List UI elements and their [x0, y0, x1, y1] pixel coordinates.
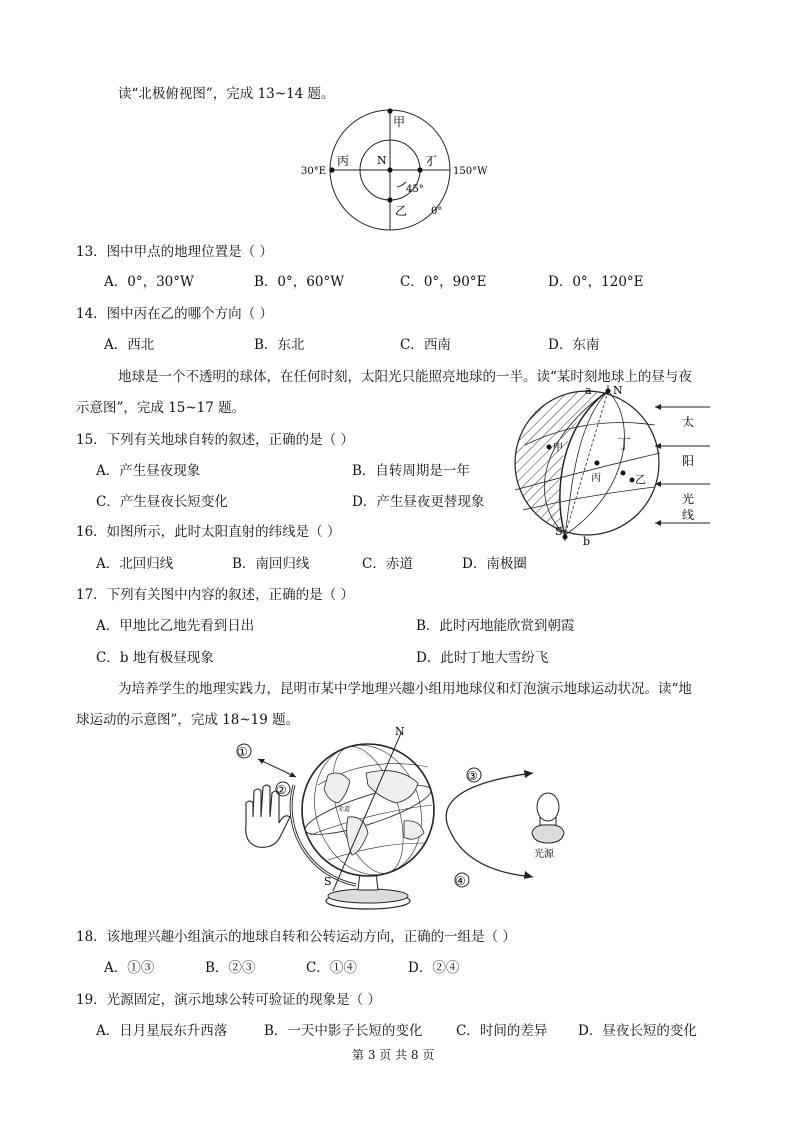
fig2-n: N [613, 385, 623, 397]
q16-option-c[interactable]: C．赤道 [362, 556, 413, 572]
q15-option-a[interactable]: A．产生昼夜现象 [96, 463, 201, 479]
fig3-c3: ③ [467, 769, 478, 783]
q19-option-a[interactable]: A．日月星辰东升西落 [96, 1023, 228, 1039]
q15-option-c[interactable]: C．产生昼夜长短变化 [96, 494, 228, 510]
q17-option-a[interactable]: A．甲地比乙地先看到日出 [96, 618, 255, 634]
page-footer: 第 3 页 共 8 页 [352, 1048, 435, 1062]
q18-option-c[interactable]: C．①④ [306, 960, 357, 976]
fig3-c1: ① [237, 745, 248, 759]
q13-option-d[interactable]: D．0°，120°E [548, 274, 644, 290]
fig1-30e: 30°E [301, 166, 327, 177]
fig1-jia: 甲 [393, 115, 406, 129]
q17-option-b[interactable]: B．此时丙地能欣赏到朝霞 [416, 618, 575, 634]
fig3-c2: ② [276, 783, 287, 797]
fig3-n: N [395, 725, 405, 738]
q15-option-b[interactable]: B．自转周期是一年 [352, 463, 470, 479]
fig2-yi: 乙 [635, 473, 646, 486]
north-pole-view-figure [295, 108, 495, 233]
intro-18-19-line2: 球运动的示意图”，完成 18~19 题。 [76, 712, 300, 728]
sunlight-char-1: 太 [682, 415, 695, 429]
fig1-n: N [377, 154, 387, 167]
fig2-bing: 丙 [591, 473, 601, 484]
q14-option-a[interactable]: A．西北 [104, 337, 155, 353]
sunlight-char-4: 线 [682, 508, 695, 522]
question-13-stem: 13．图中甲点的地理位置是（ ） [76, 244, 273, 260]
fig1-yi: 乙 [395, 204, 408, 218]
q19-option-c[interactable]: C．时间的差异 [456, 1023, 548, 1039]
fig3-light-source: 光源 [534, 849, 554, 860]
q16-option-b[interactable]: B．南回归线 [232, 556, 310, 572]
question-14-stem: 14．图中丙在乙的哪个方向（ ） [76, 306, 273, 322]
intro-18-19-line1: 为培养学生的地理实践力，昆明市某中学地理兴趣小组用地球仪和灯泡演示地球运动状况。读“地 [118, 681, 692, 697]
q16-option-a[interactable]: A．北回归线 [96, 556, 174, 572]
q17-option-c[interactable]: C．b 地有极昼现象 [96, 650, 214, 666]
intro-13-14: 读“北极俯视图”，完成 13~14 题。 [118, 86, 335, 102]
fig1-bing: 丙 [337, 154, 350, 168]
fig1-45deg: 45° [406, 184, 424, 195]
question-19-stem: 19．光源固定，演示地球公转可验证的现象是（ ） [76, 992, 381, 1008]
fig1-0deg: 0° [431, 206, 443, 217]
fig3-s: S [324, 875, 332, 888]
fig2-a: a [585, 385, 592, 397]
q13-option-b[interactable]: B．0°，60°W [254, 274, 345, 290]
intro-15-17-line2: 示意图”，完成 15~17 题。 [76, 400, 246, 416]
q14-option-c[interactable]: C．西南 [400, 337, 451, 353]
q18-option-d[interactable]: D．②④ [408, 960, 460, 976]
fig3-equator: 赤道 [338, 806, 351, 813]
question-16-stem: 16．如图所示，此时太阳直射的纬线是（ ） [76, 524, 341, 540]
question-15-stem: 15．下列有关地球自转的叙述，正确的是（ ） [76, 432, 354, 448]
q15-option-d[interactable]: D．产生昼夜更替现象 [352, 494, 485, 510]
intro-15-17-line1: 地球是一个不透明的球体，在任何时刻，太阳光只能照亮地球的一半。读“某时刻地球上的昼与夜 [118, 369, 692, 385]
fig2-ding: 丁 [617, 437, 631, 453]
q14-option-b[interactable]: B．东北 [254, 337, 305, 353]
q16-option-d[interactable]: D．南极圈 [462, 556, 527, 572]
sunlight-char-3: 光 [682, 492, 695, 506]
fig3-c4: ④ [455, 874, 466, 888]
fig2-b: b [583, 535, 591, 547]
q18-option-a[interactable]: A．①③ [104, 960, 155, 976]
earth-motion-figure [228, 725, 588, 917]
q18-option-b[interactable]: B．②③ [205, 960, 256, 976]
q13-option-a[interactable]: A．0°，30°W [104, 274, 194, 290]
q19-option-b[interactable]: B．一天中影子长短的变化 [264, 1023, 423, 1039]
q17-option-d[interactable]: D．此时丁地大雪纷飞 [416, 650, 549, 666]
fig1-ding: 丁 [425, 154, 438, 168]
sunlight-char-2: 阳 [682, 454, 695, 468]
q13-option-c[interactable]: C．0°，90°E [400, 274, 487, 290]
fig2-jia: 甲 [553, 443, 563, 454]
question-17-stem: 17．下列有关图中内容的叙述，正确的是（ ） [76, 587, 354, 603]
question-18-stem: 18．该地理兴趣小组演示的地球自转和公转运动方向，正确的一组是（ ） [76, 929, 516, 945]
day-night-globe-figure [505, 385, 720, 547]
q14-option-d[interactable]: D．东南 [548, 337, 600, 353]
fig2-s: S [555, 525, 563, 538]
q19-option-d[interactable]: D．昼夜长短的变化 [578, 1023, 697, 1039]
fig1-150w: 150°W [453, 166, 488, 177]
